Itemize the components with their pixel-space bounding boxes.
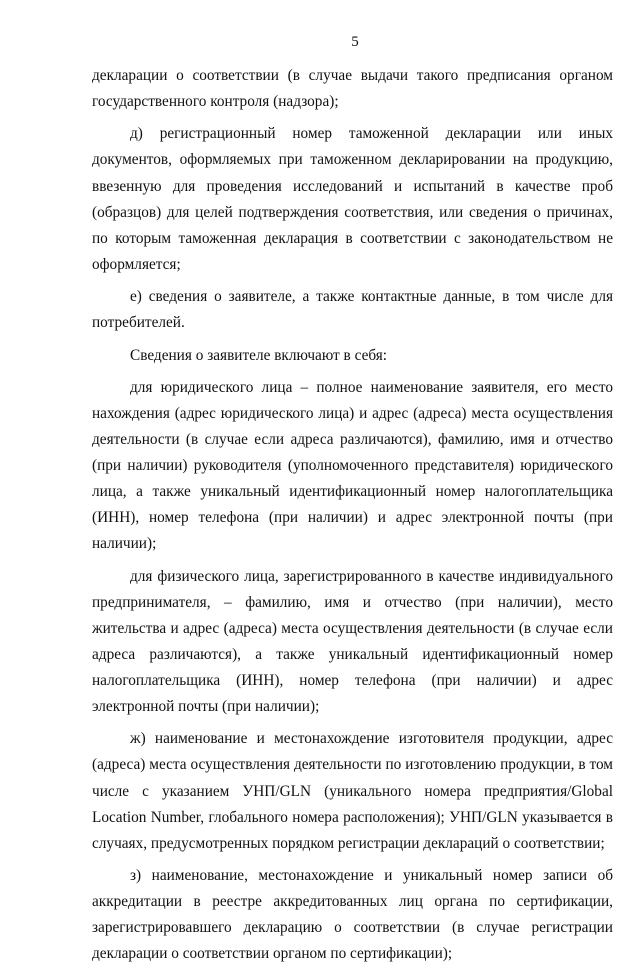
paragraph-legal-entity: для юридического лица – полное наименование заявителя, его место нахождения (адрес юридического лица) и адрес (адреса) места осуществления деятельности (в случае если адреса различаются), фамилию, имя и отчество (при наличии) руководителя (уполномоченного представителя) юридического лица, а также уникальный идентификационный номер налогоплательщика (ИНН), номер телефона (при наличии) и адрес электронной почты (при наличии);: [92, 378, 613, 553]
paragraph-continuation: декларации о соответствии (в случае выдачи такого предписания органом государственного контроля (надзора);: [92, 67, 613, 111]
paragraph-item-e: е) сведения о заявителе, а также контактные данные, в том числе для потребителей.: [92, 288, 613, 332]
page-number: 5: [351, 34, 359, 50]
paragraph-applicant-info: Сведения о заявителе включают в себя:: [130, 346, 388, 364]
paragraph-item-z: з) наименование, местонахождение и уникальный номер записи об аккредитации в реестре аккредитованных лиц органа по сертификации, зарегистрировавшего декларацию о соответствии (в случае регистрации декларации о соответствии органом по сертификации);: [92, 867, 613, 963]
paragraph-item-zh: ж) наименование и местонахождение изготовителя продукции, адрес (адреса) места осуществления деятельности по изготовлению продукции, в том числе с указанием УНП/GLN (уникального номера предприятия/Global Location Number, глобального номера расположения); УНП/GLN указывается в случаях, предусмотренных порядком регистрации деклараций о соответствии;: [92, 730, 613, 852]
paragraph-item-d: д) регистрационный номер таможенной декларации или иных документов, оформляемых при таможенном декларировании на продукцию, ввезенную для проведения исследований и испытаний в качестве проб (образцов) для целей подтверждения соответствия, или сведения о причинах, по которым таможенная декларация в соответствии с законодательством не оформляется;: [92, 125, 613, 273]
document-body: [92, 63, 613, 967]
paragraph-individual-entrepreneur: для физического лица, зарегистрированного в качестве индивидуального предпринимателя, – фамилию, имя и отчество (при наличии), место жительства и адрес (адреса) места осуществления деятельности (в случае если адреса различаются), а также уникальный идентификационный номер налогоплательщика (ИНН), номер телефона (при наличии) и адрес электронной почты (при наличии);: [92, 567, 613, 716]
